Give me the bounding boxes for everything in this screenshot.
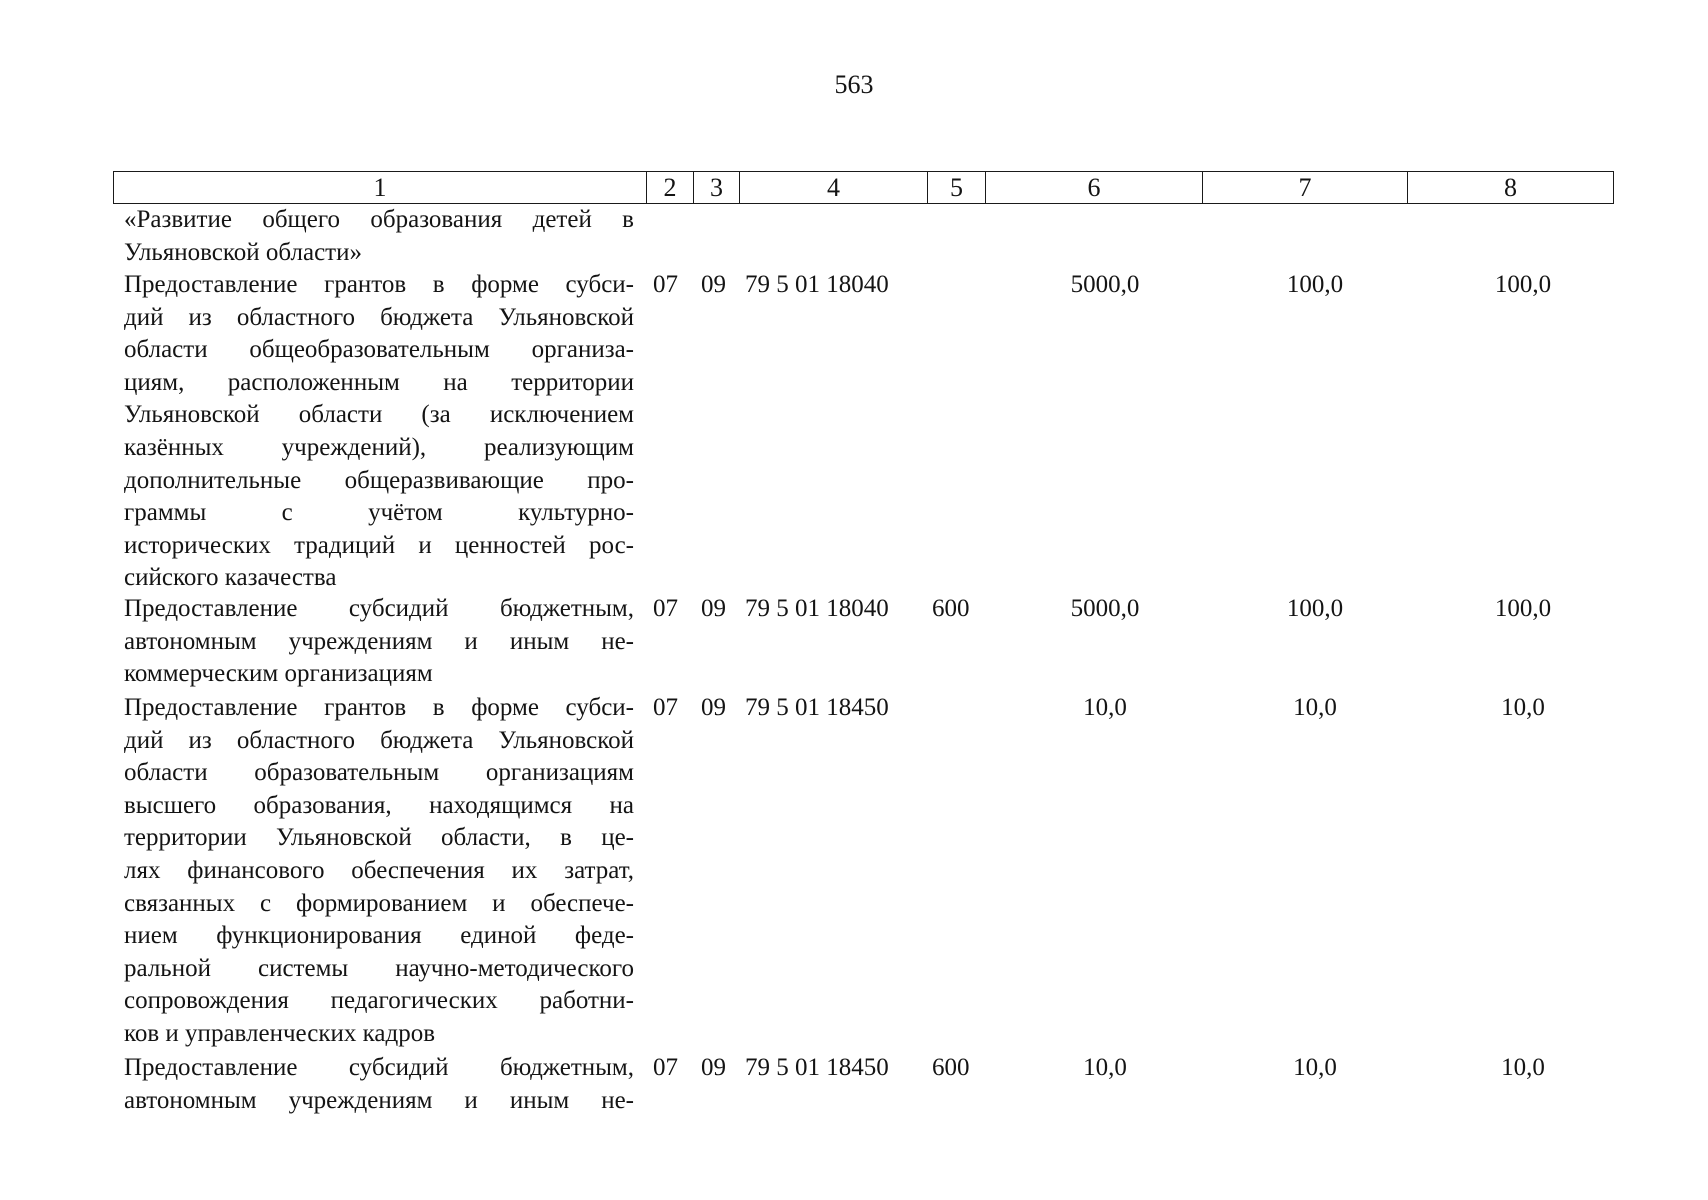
description-line: ральной системы научно-методического: [124, 954, 634, 982]
description-line: «Развитие общего образования детей в: [124, 206, 634, 233]
column-header-3: 3: [694, 172, 740, 204]
description-line: области образовательным организациям: [124, 759, 634, 787]
description-line: области общеобразовательным организа-: [124, 336, 634, 364]
description-line: дий из областного бюджета Ульяновской: [124, 726, 634, 754]
description-line: граммы с учётом культурно-: [124, 499, 634, 527]
description-line: Ульяновской области»: [124, 238, 362, 266]
column-header-2: 2: [647, 172, 694, 204]
description-line: Предоставление грантов в форме субси-: [124, 271, 634, 298]
description-line: Предоставление грантов в форме субси-: [124, 694, 634, 721]
column-header-row: [114, 172, 1614, 204]
target-article-code: 79 5 01 18040: [745, 595, 889, 622]
row-description: [124, 692, 634, 1051]
column-header-5: 5: [928, 172, 986, 204]
column-header-8: 8: [1408, 172, 1614, 204]
description-line: Предоставление субсидий бюджетным,: [124, 595, 634, 622]
column-header-7: 7: [1203, 172, 1408, 204]
description-line: автономным учреждениям и иным не-: [124, 627, 634, 655]
section-code: 07: [653, 1054, 678, 1081]
section-code: 07: [653, 694, 678, 721]
description-line: казённых учреждений), реализующим: [124, 433, 634, 461]
subsection-code: 09: [701, 694, 726, 721]
description-line: Ульяновской области (за исключением: [124, 401, 634, 429]
description-line: автономным учреждениям и иным не-: [124, 1086, 634, 1114]
description-line: территории Ульяновской области, в це-: [124, 824, 634, 852]
target-article-code: 79 5 01 18450: [745, 694, 889, 721]
section-code: 07: [653, 595, 678, 622]
amount-col6: 10,0: [1083, 1054, 1127, 1081]
column-header-table: [113, 171, 1614, 204]
description-line: лях финансового обеспечения их затрат,: [124, 856, 634, 884]
description-line: высшего образования, находящимся на: [124, 791, 634, 819]
row-description: [124, 593, 634, 691]
amount-col6: 5000,0: [1070, 271, 1140, 298]
description-line: дий из областного бюджета Ульяновской: [124, 303, 634, 331]
row-description: [124, 269, 634, 595]
expense-type-code: 600: [932, 595, 970, 622]
description-line: дополнительные общеразвивающие про-: [124, 466, 634, 494]
description-line: нием функционирования единой феде-: [124, 922, 634, 950]
subsection-code: 09: [701, 1054, 726, 1081]
description-line: коммерческим организациям: [124, 660, 433, 688]
description-line: сийского казачества: [124, 564, 337, 592]
expense-type-code: 600: [932, 1054, 970, 1081]
description-line: связанных с формированием и обеспече-: [124, 889, 634, 917]
amount-col8: 10,0: [1501, 1054, 1545, 1081]
description-line: ков и управленческих кадров: [124, 1019, 436, 1047]
column-header-4: 4: [740, 172, 928, 204]
column-header-1: 1: [114, 172, 647, 204]
subsection-code: 09: [701, 271, 726, 298]
target-article-code: 79 5 01 18040: [745, 271, 889, 298]
row-description: [124, 204, 634, 269]
page-number: 563: [834, 70, 874, 99]
amount-col6: 5000,0: [1070, 595, 1140, 622]
amount-col7: 10,0: [1293, 1054, 1337, 1081]
row-description: [124, 1052, 634, 1117]
amount-col8: 100,0: [1494, 595, 1552, 622]
amount-col6: 10,0: [1083, 694, 1127, 721]
description-line: исторических традиций и ценностей рос-: [124, 531, 634, 559]
amount-col8: 100,0: [1494, 271, 1552, 298]
amount-col8: 10,0: [1501, 694, 1545, 721]
section-code: 07: [653, 271, 678, 298]
subsection-code: 09: [701, 595, 726, 622]
amount-col7: 100,0: [1286, 271, 1344, 298]
amount-col7: 100,0: [1286, 595, 1344, 622]
description-line: сопровождения педагогических работни-: [124, 987, 634, 1015]
amount-col7: 10,0: [1293, 694, 1337, 721]
target-article-code: 79 5 01 18450: [745, 1054, 889, 1081]
description-line: Предоставление субсидий бюджетным,: [124, 1054, 634, 1081]
description-line: циям, расположенным на территории: [124, 368, 634, 396]
column-header-6: 6: [986, 172, 1203, 204]
